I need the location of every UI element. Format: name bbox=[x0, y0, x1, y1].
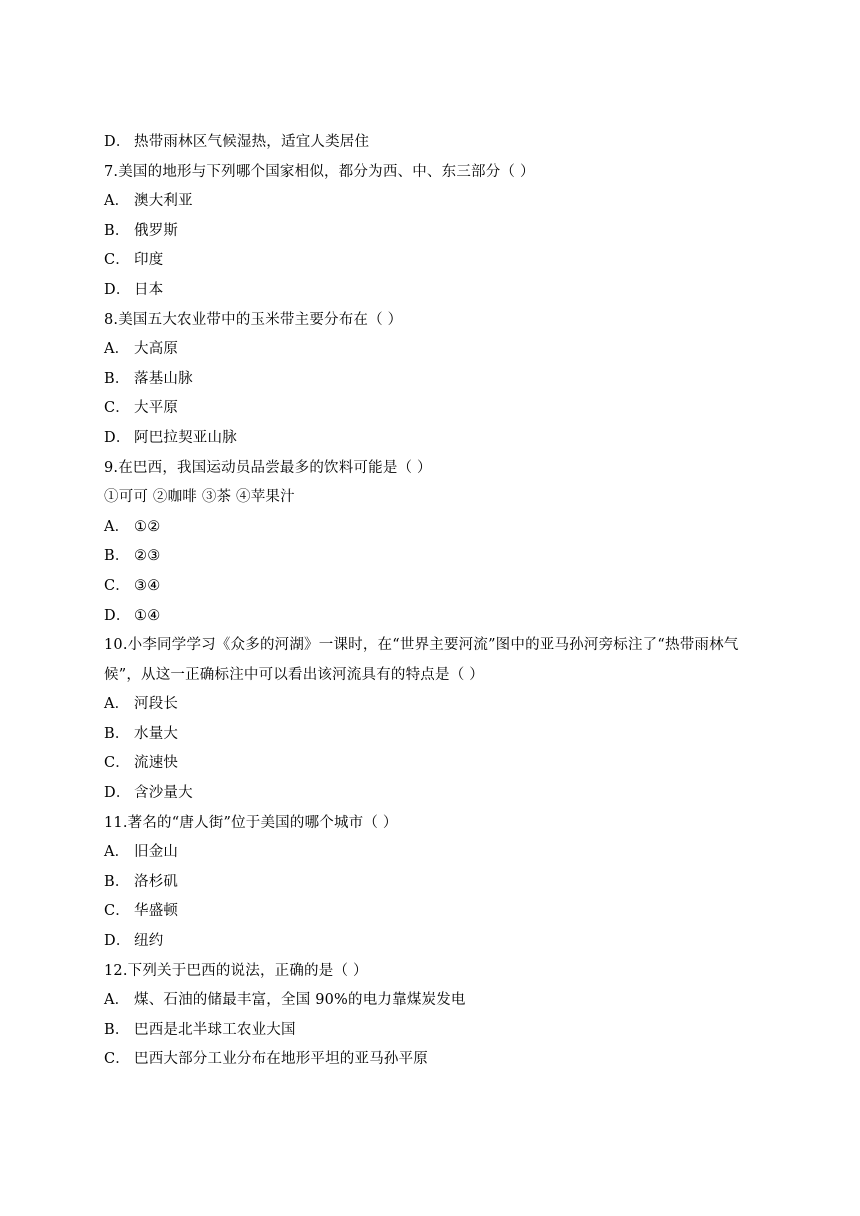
question-8-option-a bbox=[104, 335, 764, 365]
option-text: 印度 bbox=[134, 252, 164, 269]
option-letter: A． bbox=[104, 193, 130, 210]
question-12-option-a bbox=[104, 986, 764, 1016]
option-text: 大高原 bbox=[134, 341, 179, 358]
question-10-stem-line-1: 10.小李同学学习《众多的河湖》一课时，在“世界主要河流”图中的亚马孙河旁标注了“热带雨林气 bbox=[104, 637, 739, 654]
option-letter: C． bbox=[104, 1051, 130, 1068]
question-7-option-a bbox=[104, 187, 764, 217]
option-text: 大平原 bbox=[134, 400, 179, 417]
option-letter: B． bbox=[104, 873, 130, 890]
option-letter: A． bbox=[104, 341, 130, 358]
option-letter: A． bbox=[104, 696, 130, 713]
option-letter: A． bbox=[104, 518, 130, 535]
question-10-stem-line-2: 候”，从这一正确标注中可以看出该河流具有的特点是（ ） bbox=[104, 666, 484, 683]
question-10-option-a bbox=[104, 690, 764, 720]
question-12-stem: 12.下列关于巴西的说法，正确的是（ ） bbox=[104, 962, 368, 979]
option-text: 流速快 bbox=[134, 755, 179, 772]
option-text: ①② bbox=[134, 518, 161, 535]
question-8-option-b bbox=[104, 365, 764, 395]
question-7-option-b bbox=[104, 217, 764, 247]
question-9-option-b bbox=[104, 542, 764, 572]
option-text: 河段长 bbox=[134, 696, 179, 713]
option-text: 华盛顿 bbox=[134, 903, 179, 920]
option-letter: C． bbox=[104, 252, 130, 269]
option-text: 阿巴拉契亚山脉 bbox=[134, 429, 237, 446]
question-10-option-c bbox=[104, 749, 764, 779]
option-letter: A． bbox=[104, 992, 130, 1009]
question-12-option-c bbox=[104, 1045, 764, 1075]
question-11-option-c bbox=[104, 897, 764, 927]
option-text: 旧金山 bbox=[134, 844, 179, 861]
option-letter: C． bbox=[104, 903, 130, 920]
option-text: 落基山脉 bbox=[134, 370, 193, 387]
question-7-option-c bbox=[104, 246, 764, 276]
question-10-option-b bbox=[104, 720, 764, 750]
question-9-stem: 9.在巴西，我国运动员品尝最多的饮料可能是（ ） bbox=[104, 459, 432, 476]
option-letter: B． bbox=[104, 222, 130, 239]
question-8-option-d bbox=[104, 424, 764, 454]
option-text: 巴西是北半球工农业大国 bbox=[134, 1021, 296, 1038]
question-12-option-b bbox=[104, 1016, 764, 1046]
option-text: 洛杉矶 bbox=[134, 873, 179, 890]
option-letter: A． bbox=[104, 844, 130, 861]
question-8-option-c bbox=[104, 394, 764, 424]
question-10-option-d bbox=[104, 779, 764, 809]
option-letter: B． bbox=[104, 725, 130, 742]
option-letter: D． bbox=[104, 607, 131, 624]
option-text: ②③ bbox=[134, 548, 161, 565]
option-letter: B． bbox=[104, 1021, 130, 1038]
question-9-option-a bbox=[104, 513, 764, 543]
question-9-sub: ①可可 ②咖啡 ③茶 ④苹果汁 bbox=[104, 489, 295, 506]
question-11-option-d bbox=[104, 927, 764, 957]
option-text: 纽约 bbox=[134, 933, 164, 950]
document-content bbox=[104, 128, 764, 1075]
question-9-option-c bbox=[104, 572, 764, 602]
option-letter: B． bbox=[104, 370, 130, 387]
option-d-prev bbox=[104, 128, 764, 158]
option-letter: D． bbox=[104, 281, 131, 298]
option-text: 巴西大部分工业分布在地形平坦的亚马孙平原 bbox=[134, 1051, 428, 1068]
option-text: ①④ bbox=[134, 607, 161, 624]
question-8-stem: 8.美国五大农业带中的玉米带主要分布在（ ） bbox=[104, 311, 403, 328]
question-11-option-a bbox=[104, 838, 764, 868]
option-letter: D． bbox=[104, 785, 131, 802]
option-letter: C． bbox=[104, 755, 130, 772]
option-text: 俄罗斯 bbox=[134, 222, 179, 239]
option-text: 澳大利亚 bbox=[134, 193, 193, 210]
option-letter: D． bbox=[104, 933, 131, 950]
option-text: ③④ bbox=[134, 577, 161, 594]
option-letter: C． bbox=[104, 577, 130, 594]
option-text: 煤、石油的储最丰富，全国 90%的电力靠煤炭发电 bbox=[134, 992, 466, 1009]
option-text: 水量大 bbox=[134, 725, 179, 742]
option-text: 热带雨林区气候湿热，适宜人类居住 bbox=[134, 134, 370, 150]
option-letter: B． bbox=[104, 548, 130, 565]
option-text: 日本 bbox=[134, 281, 164, 298]
option-letter: D． bbox=[104, 134, 131, 150]
question-11-stem: 11.著名的“唐人街”位于美国的哪个城市（ ） bbox=[104, 814, 398, 831]
option-letter: C． bbox=[104, 400, 130, 417]
option-letter: D． bbox=[104, 429, 131, 446]
question-7-stem: 7.美国的地形与下列哪个国家相似，都分为西、中、东三部分（ ） bbox=[104, 163, 535, 180]
option-text: 含沙量大 bbox=[134, 785, 193, 802]
question-11-option-b bbox=[104, 868, 764, 898]
question-9-option-d bbox=[104, 602, 764, 632]
question-7-option-d bbox=[104, 276, 764, 306]
